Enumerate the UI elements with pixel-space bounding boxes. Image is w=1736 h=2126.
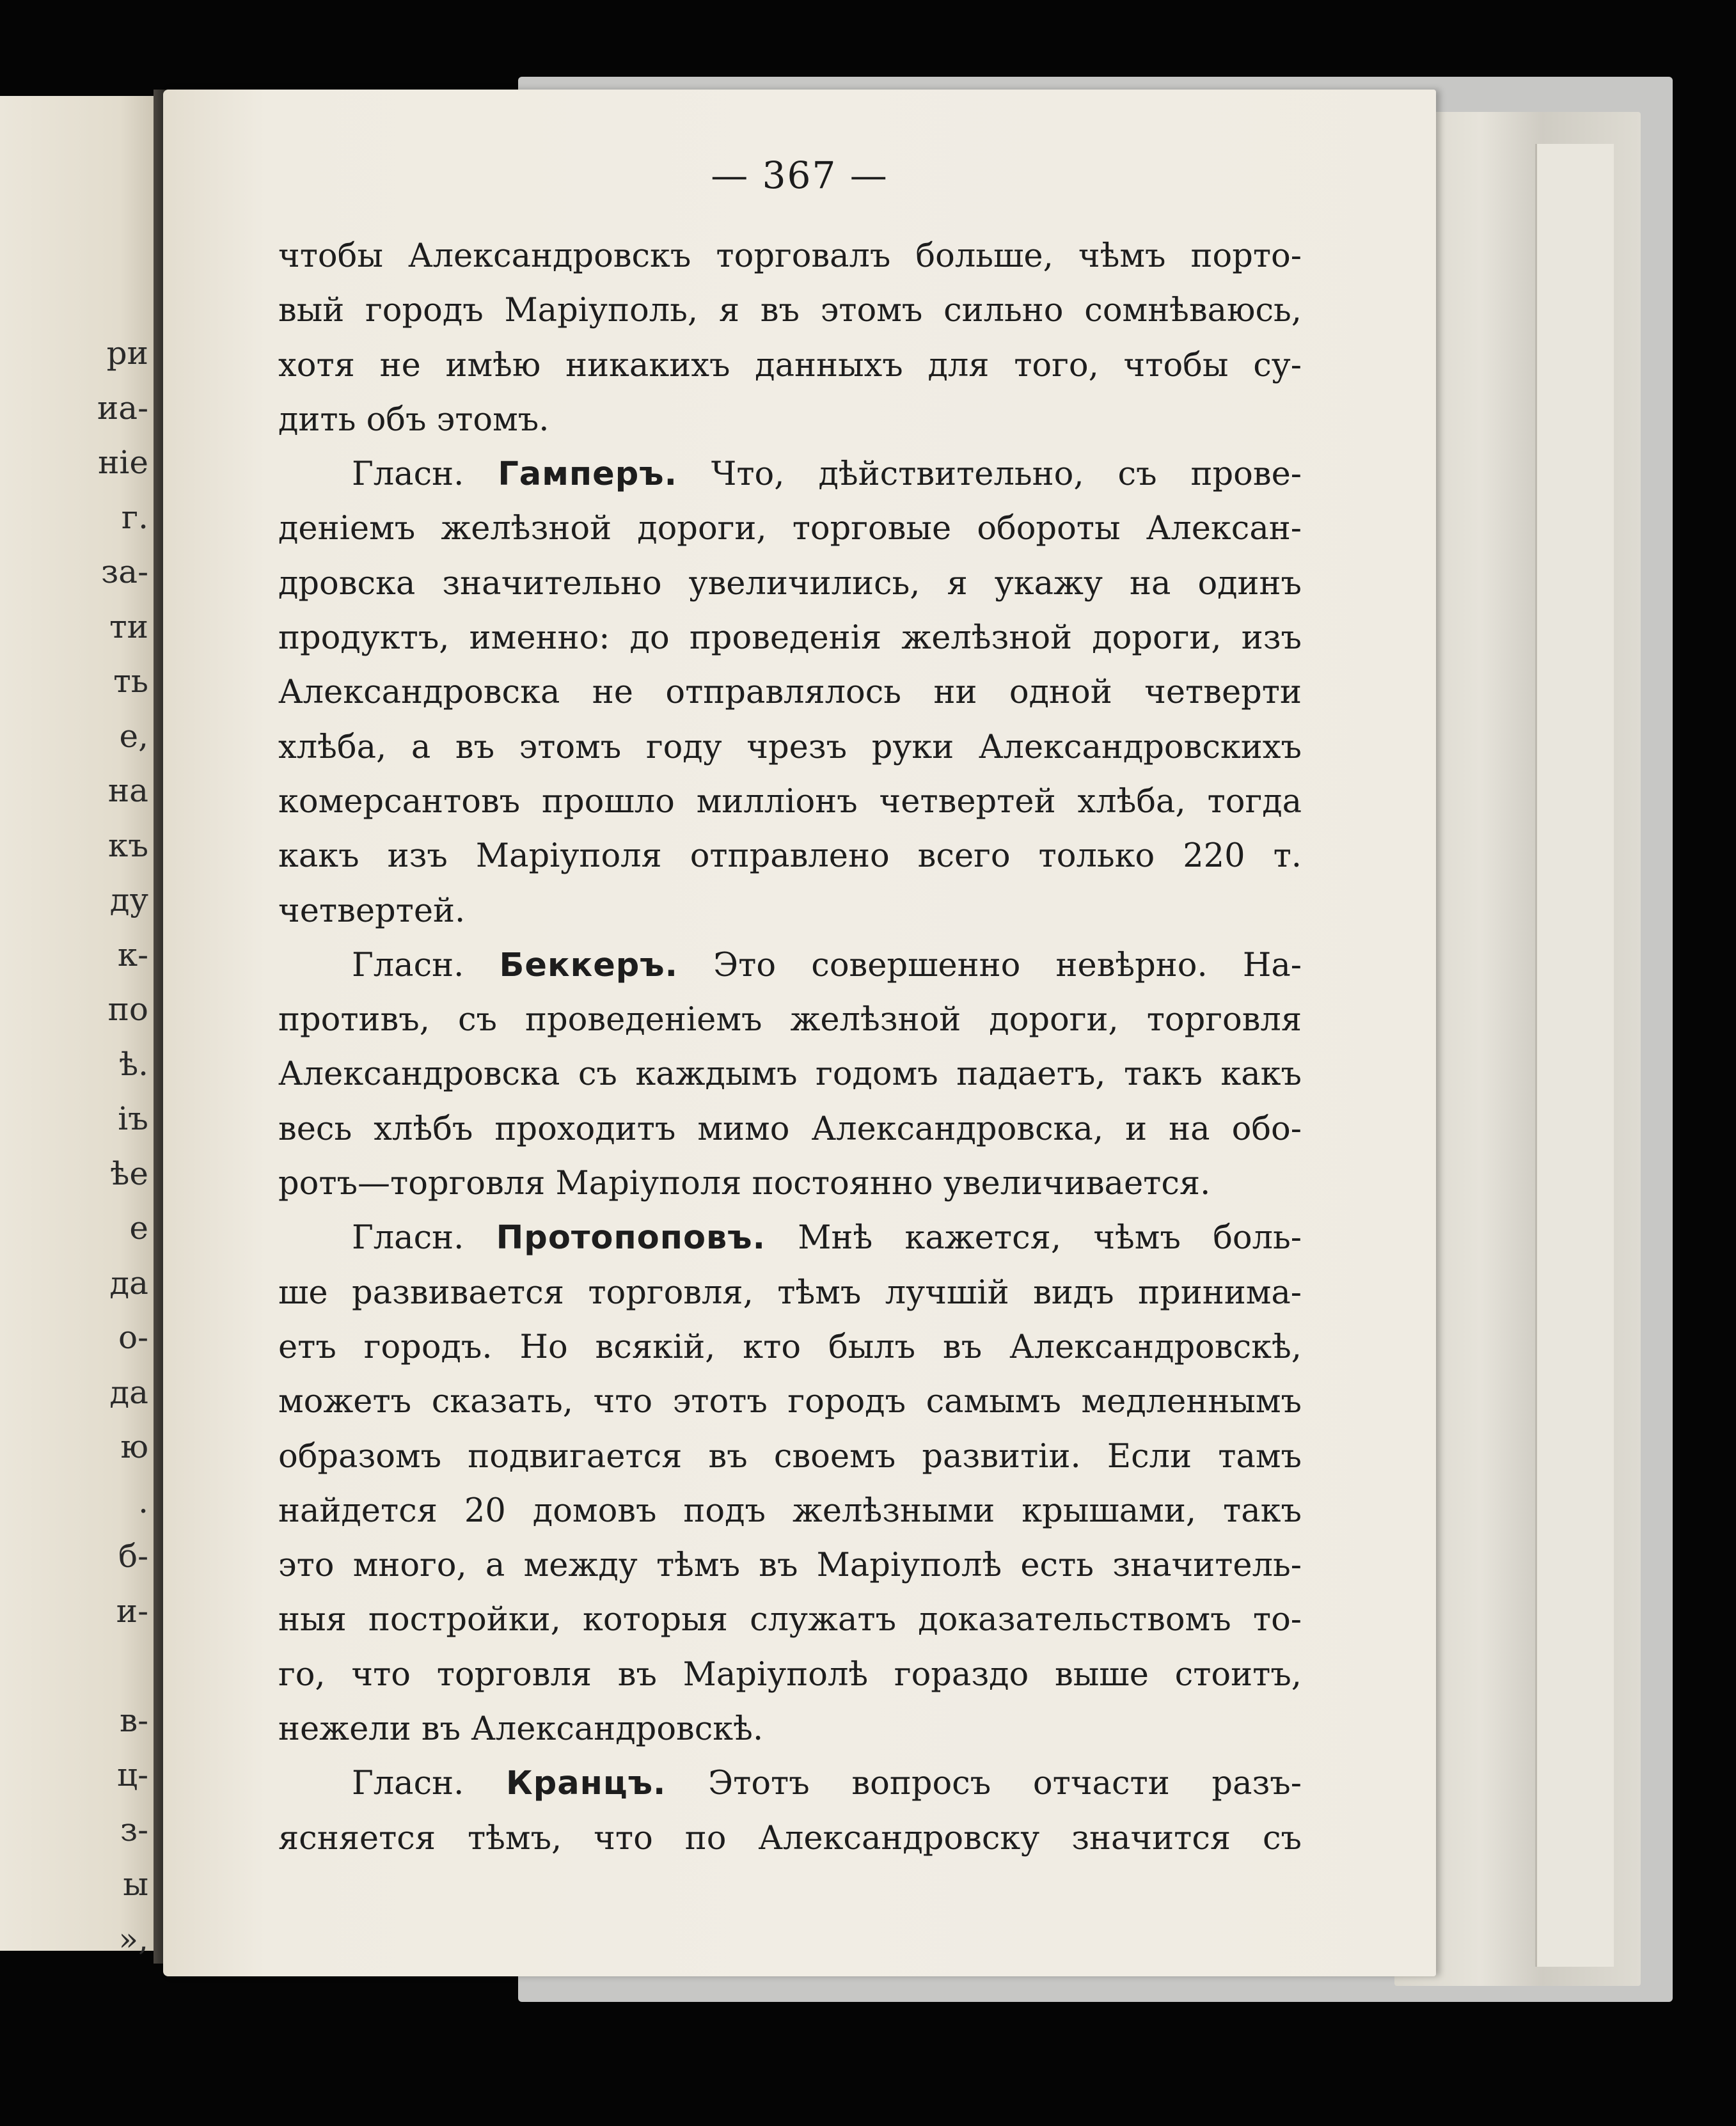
- left-page-fragment: о-: [118, 1319, 148, 1356]
- left-page-fragment: г.: [121, 498, 148, 536]
- left-page: [0, 96, 160, 1958]
- left-page-fragment: за-: [101, 553, 148, 590]
- left-page-fragment: з-: [120, 1811, 148, 1848]
- text-line: продуктъ, именно: до проведенія желѣзной дороги, изъ: [278, 619, 1302, 657]
- speaker-name: Беккеръ.: [499, 946, 678, 984]
- left-page-fragment: б-: [118, 1538, 148, 1575]
- text-line: [278, 938, 1302, 993]
- text-line: какъ изъ Маріуполя отправлено всего только 220 т.: [278, 837, 1302, 876]
- left-page-fragment: .: [138, 1483, 148, 1520]
- text-line: противъ, съ проведеніемъ желѣзной дороги, торговля: [278, 1001, 1302, 1039]
- text-line: весь хлѣбъ проходитъ мимо Александровска, и на обо-: [278, 1110, 1302, 1148]
- left-page-fragment: ніе: [98, 444, 148, 481]
- text-line: образомъ подвигается въ своемъ развитіи. Если тамъ: [278, 1437, 1302, 1476]
- left-page-fragment: на: [107, 772, 148, 809]
- left-page-fragment: къ: [107, 826, 148, 864]
- speaker-prefix: Гласн.: [352, 455, 498, 494]
- speaker-name: Гамперъ.: [498, 455, 677, 494]
- text-line: четвертей.: [278, 892, 466, 930]
- left-page-fragment: »,: [118, 1920, 148, 1958]
- speaker-prefix: Гласн.: [352, 1219, 496, 1257]
- text-line: Александровска не отправлялось ни одной четверти: [278, 673, 1302, 712]
- left-page-fragment: ри: [106, 335, 148, 372]
- left-page-fragment: по: [107, 991, 148, 1028]
- text-line: Александровска съ каждымъ годомъ падаетъ, такъ какъ: [278, 1055, 1302, 1094]
- left-page-fragment: ду: [109, 881, 148, 918]
- left-page-fragment: ти: [109, 608, 148, 645]
- text-line: дровска значительно увеличились, я укажу на одинъ: [278, 564, 1302, 602]
- text-line: чтобы Александровскъ торговалъ больше, чѣмъ порто-: [278, 237, 1302, 275]
- page-body-text: [278, 229, 1302, 1866]
- left-page-fragment: иа-: [97, 389, 148, 427]
- left-page-fragment: е,: [119, 717, 148, 755]
- speech-text: Этотъ вопросъ отчасти разъ-: [666, 1765, 1302, 1803]
- speaker-name: Кранцъ.: [506, 1765, 667, 1803]
- text-line: можетъ сказать, что этотъ городъ самымъ медленнымъ: [278, 1383, 1302, 1421]
- speaker-prefix: Гласн.: [352, 1765, 507, 1803]
- text-line: ше развивается торговля, тѣмъ лучшій видъ принима-: [278, 1273, 1302, 1312]
- left-page-fragment: ю: [120, 1428, 148, 1465]
- text-line: ныя постройки, которыя служатъ доказательствомъ то-: [278, 1601, 1302, 1639]
- left-page-fragment: е: [129, 1209, 148, 1247]
- left-page-fragment: ц-: [116, 1756, 148, 1793]
- text-line: ясняется тѣмъ, что по Александровску значится съ: [278, 1819, 1302, 1857]
- speaker-prefix: Гласн.: [352, 946, 500, 984]
- speech-text: Это совершенно невѣрно. На-: [678, 946, 1302, 984]
- text-line: нежели въ Александровскѣ.: [278, 1710, 764, 1749]
- left-page-fragment: к-: [117, 936, 148, 973]
- left-page-fragment: ть: [113, 663, 148, 700]
- left-page-fragment: ѣ.: [118, 1045, 148, 1083]
- left-page-text-fragments: [0, 326, 154, 1967]
- left-page-fragment: в-: [119, 1701, 148, 1739]
- left-page-fragment: ѣе: [110, 1154, 148, 1192]
- left-page-fragment: ы: [123, 1866, 148, 1903]
- speech-text: Что, дѣйствительно, съ прове-: [677, 455, 1302, 494]
- page-edges-inner: [1535, 144, 1614, 1967]
- speech-text: Мнѣ кажется, чѣмъ боль-: [765, 1219, 1302, 1257]
- left-page-fragment: и-: [116, 1592, 148, 1630]
- text-line: [278, 447, 1302, 501]
- left-page-fragment: іъ: [118, 1100, 148, 1137]
- text-line: хотя не имѣю никакихъ данныхъ для того, чтобы су-: [278, 346, 1302, 384]
- text-line: вый городъ Маріуполь, я въ этомъ сильно сомнѣваюсь,: [278, 292, 1302, 330]
- text-line: хлѣба, а въ этомъ году чрезъ руки Александровскихъ: [278, 728, 1302, 766]
- right-page: [163, 90, 1436, 1976]
- text-line: это много, а между тѣмъ въ Маріуполѣ есть значитель-: [278, 1547, 1302, 1585]
- left-page-fragment: да: [109, 1264, 148, 1302]
- page-number: — 367 —: [711, 154, 888, 197]
- text-line: деніемъ желѣзной дороги, торговые обороты Алексан-: [278, 510, 1302, 548]
- text-line: [278, 1211, 1302, 1265]
- text-line: дить объ этомъ.: [278, 400, 549, 439]
- text-line: [278, 1756, 1302, 1811]
- text-line: найдется 20 домовъ подъ желѣзными крышами, такъ: [278, 1492, 1302, 1530]
- text-line: комерсантовъ прошло милліонъ четвертей хлѣба, тогда: [278, 782, 1302, 821]
- text-line: ротъ—торговля Маріуполя постоянно увеличивается.: [278, 1165, 1211, 1203]
- speaker-name: Протопоповъ.: [496, 1219, 766, 1257]
- text-line: го, что торговля въ Маріуполѣ гораздо выше стоитъ,: [278, 1655, 1302, 1694]
- text-line: етъ городъ. Но всякій, кто былъ въ Александровскѣ,: [278, 1328, 1302, 1366]
- left-page-fragment: [0, 1639, 154, 1694]
- left-page-fragment: да: [109, 1373, 148, 1411]
